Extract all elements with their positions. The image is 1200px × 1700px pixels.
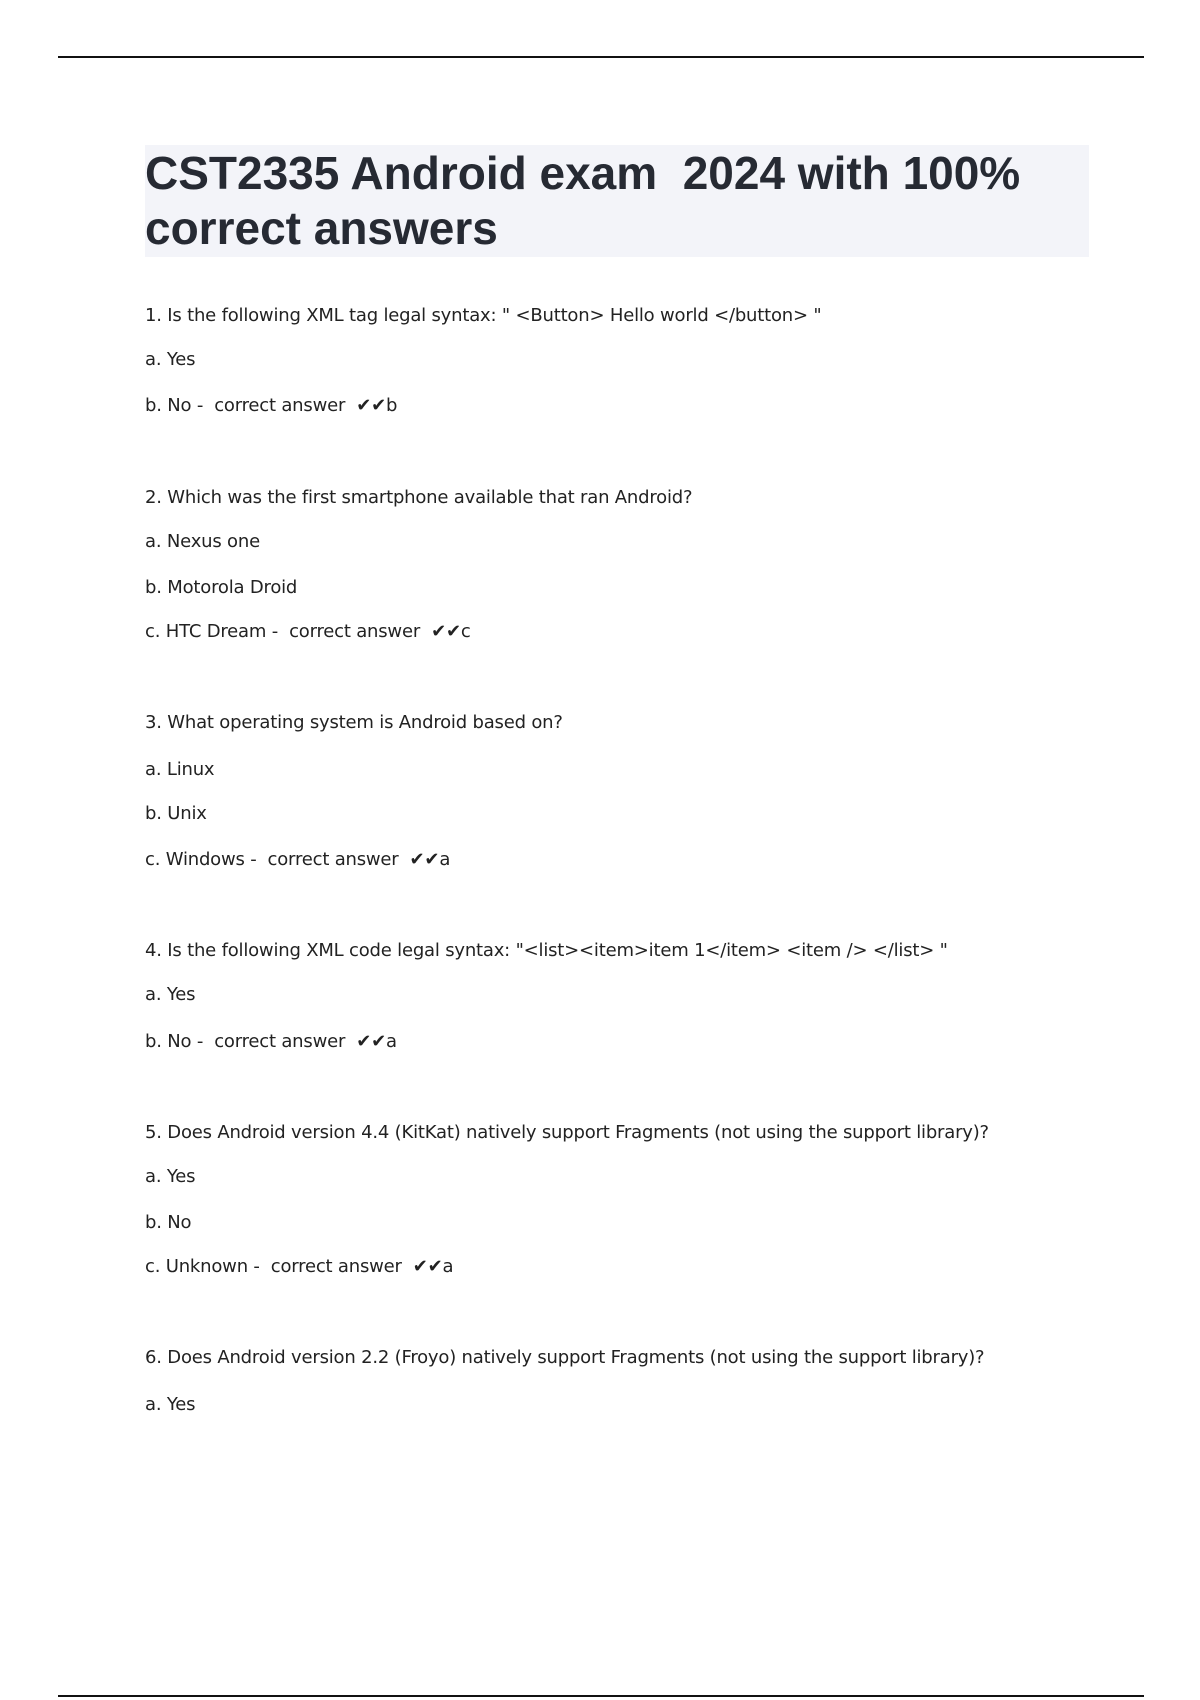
bottom-rule [58,1695,1144,1697]
question-5-option-c-answer: c. Unknown - correct answer ✔✔a [145,1256,454,1277]
question-3-option-c-answer: c. Windows - correct answer ✔✔a [145,849,451,870]
question-4-text: 4. Is the following XML code legal syntax: "<list><item>item 1</item> <item /> </list> " [145,940,948,961]
question-2-option-b: b. Motorola Droid [145,577,298,598]
question-5-option-a: a. Yes [145,1166,196,1187]
question-5-text: 5. Does Android version 4.4 (KitKat) natively support Fragments (not using the support library)? [145,1122,989,1143]
title-line-1: CST2335 Android exam 2024 with 100% [145,147,1021,199]
top-rule [58,56,1144,58]
document-title [145,145,1089,257]
question-4-option-a: a. Yes [145,984,196,1005]
title-line-2: correct answers [145,202,498,254]
question-3-text: 3. What operating system is Android based on? [145,712,563,733]
question-1-option-b-answer: b. No - correct answer ✔✔b [145,395,398,416]
question-3-option-b: b. Unix [145,803,207,824]
question-1-text: 1. Is the following XML tag legal syntax: " <Button> Hello world </button> " [145,305,822,326]
question-5-option-b: b. No [145,1212,192,1233]
question-6-text: 6. Does Android version 2.2 (Froyo) natively support Fragments (not using the support library)? [145,1347,985,1368]
question-3-option-a: a. Linux [145,759,215,780]
question-4-option-b-answer: b. No - correct answer ✔✔a [145,1031,397,1052]
question-1-option-a: a. Yes [145,349,196,370]
question-2-option-c-answer: c. HTC Dream - correct answer ✔✔c [145,621,471,642]
question-6-option-a: a. Yes [145,1394,196,1415]
question-2-text: 2. Which was the first smartphone available that ran Android? [145,487,693,508]
question-2-option-a: a. Nexus one [145,531,260,552]
